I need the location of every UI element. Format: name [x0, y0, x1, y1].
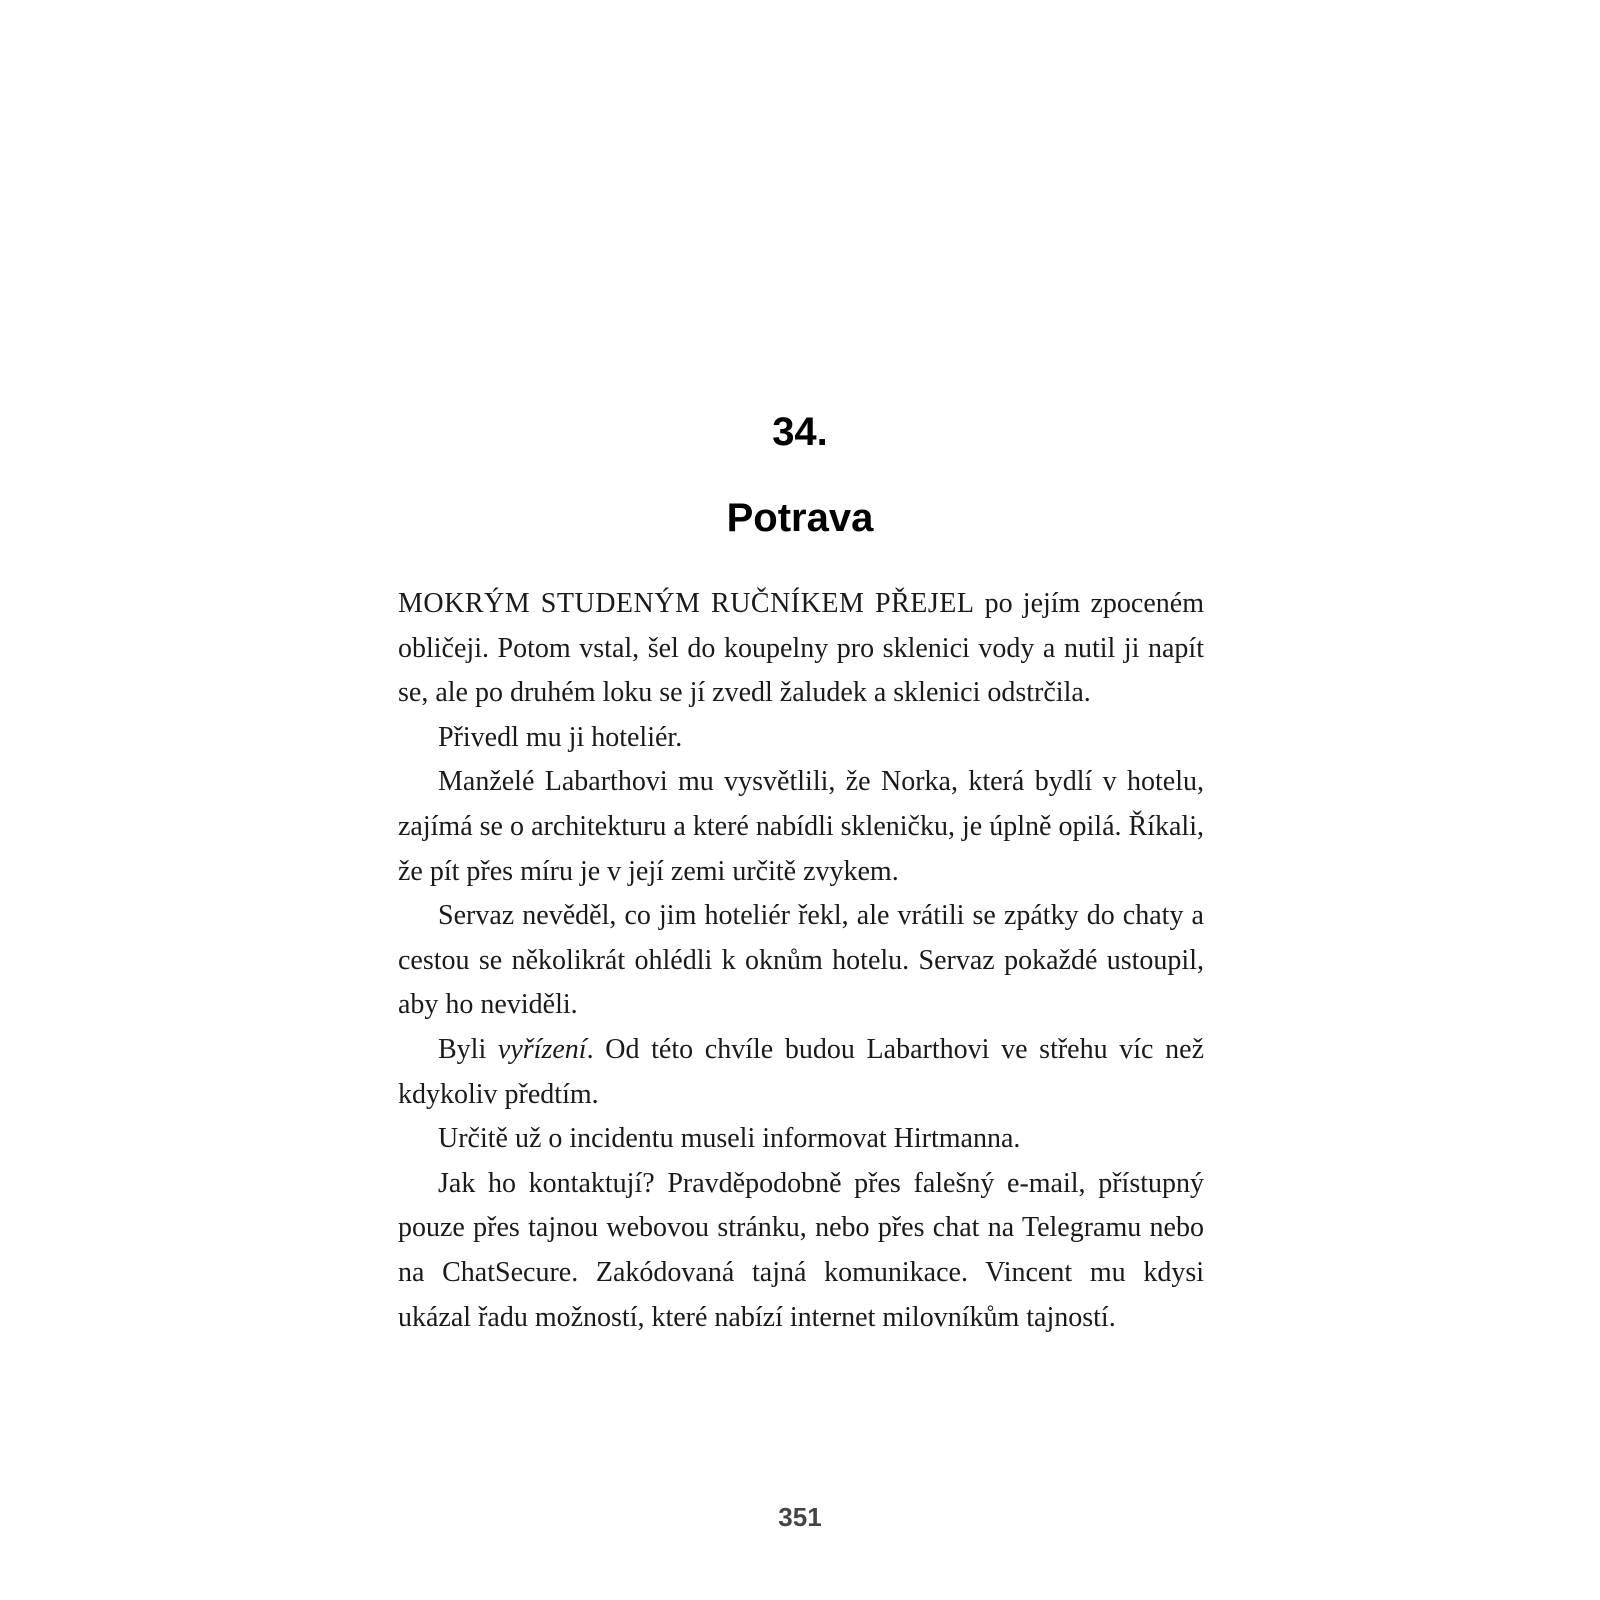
- paragraph-1: [398, 582, 1204, 716]
- paragraph-6: Určitě už o incidentu museli informovat Hirtmanna.: [438, 1123, 1021, 1155]
- paragraph-3: Manželé Labarthovi mu vysvětlili, že Norka, která bydlí v hotelu, zajímá se o architekturu a které nabídli skleničku, je úplně opilá. Říkali, že pít přes míru je v její zemi určitě zvykem.: [398, 766, 1204, 887]
- body-text: [398, 582, 1204, 1340]
- paragraph-1-lead: MOKRÝM STUDENÝM RUČNÍKEM PŘEJEL: [398, 588, 975, 619]
- paragraph-5-before: Byli: [438, 1033, 498, 1065]
- page-number: 351: [778, 1502, 822, 1532]
- chapter-number: 34.: [772, 410, 828, 454]
- paragraph-5: [398, 1028, 1204, 1117]
- paragraph-2: Přivedl mu ji hoteliér.: [438, 721, 683, 753]
- chapter-title: Potrava: [726, 496, 874, 540]
- paragraph-1-text: po jejím zpoceném obličeji. Potom vstal, šel do koupelny pro sklenici vody a nutil ji napít se, ale po druhém loku se jí zvedl žaludek a sklenici odstrčila.: [398, 588, 1204, 709]
- paragraph-5-italic: vyřízení: [497, 1033, 587, 1065]
- paragraph-5-after: . Od této chvíle budou Labarthovi ve střehu víc než kdykoliv předtím.: [398, 1033, 1205, 1110]
- paragraph-7: Jak ho kontaktují? Pravděpodobně přes falešný e-mail, přístupný pouze přes tajnou webovou stránku, nebo přes chat na Telegramu nebo na ChatSecure. Zakódovaná tajná komunikace. Vincent mu kdysi ukázal řadu možností, které nabízí internet milovníkům tajností.: [398, 1167, 1204, 1333]
- paragraph-4: Servaz nevěděl, co jim hoteliér řekl, ale vrátili se zpátky do chaty a cestou se několikrát ohlédli k oknům hotelu. Servaz pokaždé ustoupil, aby ho neviděli.: [398, 900, 1204, 1021]
